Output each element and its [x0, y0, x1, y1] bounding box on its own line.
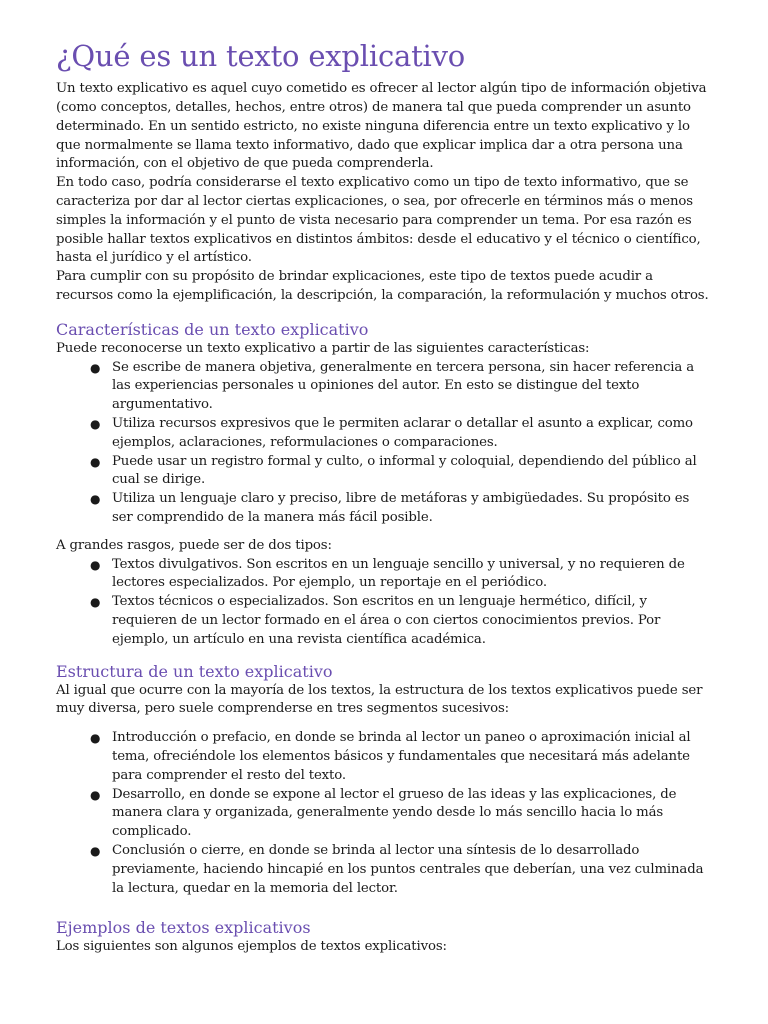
- page-title: ¿Qué es un texto explicativo: [56, 39, 466, 73]
- estructura-lead: Al igual que ocurre con la mayoría de los textos, la estructura de los textos explicativos puede ser muy diversa, pero suele comprenderse en tres segmentos sucesivos:: [56, 682, 703, 717]
- list-item: ● Desarrollo, en donde se expone al lector el grueso de las ideas y las explicaciones, de manera clara y organizada, generalmente yendo desde lo más sencillo hacia lo más complicado.: [90, 786, 677, 840]
- list-item: ● Utiliza recursos expresivos que le permiten aclarar o detallar el asunto a explicar, como ejemplos, aclaraciones, reformulaciones o comparaciones.: [90, 416, 693, 450]
- estructura-section: [56, 662, 712, 899]
- tipos-list: [56, 556, 712, 650]
- bullet-icon: ●: [90, 843, 101, 858]
- bullet-icon: ●: [90, 454, 101, 469]
- bullet-icon: ●: [90, 360, 101, 375]
- estructura-heading: Estructura de un texto explicativo: [56, 661, 333, 681]
- bullet-icon: ●: [90, 417, 101, 431]
- list-item: ● Textos divulgativos. Son escritos en un lenguaje sencillo y universal, y no requieren de lectores especializados. Por ejemplo, un reportaje en el periódico.: [90, 556, 685, 591]
- bullet-icon: ●: [90, 595, 101, 610]
- ejemplos-lead: Los siguientes son algunos ejemplos de textos explicativos:: [56, 939, 447, 955]
- intro-paragraph-2: En todo caso, podría considerarse el texto explicativo como un tipo de texto informativo, que se caracteriza por dar al lector ciertas explicaciones, o sea, por ofrecerle en términos más o menos simples la información y el punto de vista necesario para comprender un tema. Por esa razón es posible hallar textos explicativos en distintos ámbitos: desde el educativo y el técnico o científico, hasta el jurídico y el artístico.: [56, 175, 701, 266]
- caracteristicas-section: [56, 320, 712, 650]
- list-item: ● Se escribe de manera objetiva, generalmente en tercera persona, sin hacer referencia a las experiencias personales u opiniones del autor. En esto se distingue del texto argumentativo.: [90, 359, 694, 413]
- list-item: ● Textos técnicos o especializados. Son escritos en un lenguaje hermético, difícil, y requieren de un lector formado en el área o con ciertos conocimientos previos. Por ejemplo, un artículo en una revista científica académica.: [90, 594, 661, 647]
- bullet-icon: ●: [90, 557, 101, 572]
- caracteristicas-list: [56, 359, 712, 528]
- bullet-icon: ●: [90, 731, 101, 746]
- ejemplos-heading: Ejemplos de textos explicativos: [56, 918, 311, 938]
- bullet-icon: ●: [90, 787, 101, 802]
- caracteristicas-heading: Características de un texto explicativo: [56, 319, 369, 339]
- ejemplos-section: [56, 918, 712, 957]
- list-item: ● Conclusión o cierre, en donde se brinda al lector una síntesis de lo desarrollado previamente, haciendo hincapié en los puntos centrales que deberían, una vez culminada la lectura, quedar en la memoria del lector.: [90, 842, 704, 896]
- list-item: ● Introducción o prefacio, en donde se brinda al lector un paneo o aproximación inicial al tema, ofreciéndole los elementos básicos y fundamentales que necesitará más adelante para comprender el resto del texto.: [90, 730, 691, 783]
- intro-paragraph-1: Un texto explicativo es aquel cuyo cometido es ofrecer al lector algún tipo de información objetiva (como conceptos, detalles, hechos, entre otros) de manera tal que pueda comprender un asunto determinado. En un sentido estricto, no existe ninguna diferencia entre un texto explicativo y lo que normalmente se llama texto informativo, dado que explicar implica dar a otra persona una información, con el objetivo de que pueda comprenderla.: [56, 81, 707, 172]
- list-item: ● Puede usar un registro formal y culto, o informal y coloquial, dependiendo del público al cual se dirige.: [90, 453, 697, 488]
- bullet-icon: ●: [90, 492, 101, 507]
- intro-section: [56, 80, 712, 306]
- tipos-lead: A grandes rasgos, puede ser de dos tipos:: [56, 537, 332, 553]
- caracteristicas-lead: Puede reconocerse un texto explicativo a partir de las siguientes características:: [56, 340, 590, 356]
- intro-paragraph-3: Para cumplir con su propósito de brindar explicaciones, este tipo de textos puede acudir a recursos como la ejemplificación, la descripción, la comparación, la reformulación y muchos otros.: [56, 269, 709, 304]
- list-item: ● Utiliza un lenguaje claro y preciso, libre de metáforas y ambigüedades. Su propósito es ser comprendido de la manera más fácil posible.: [90, 491, 690, 525]
- estructura-list: [56, 729, 712, 898]
